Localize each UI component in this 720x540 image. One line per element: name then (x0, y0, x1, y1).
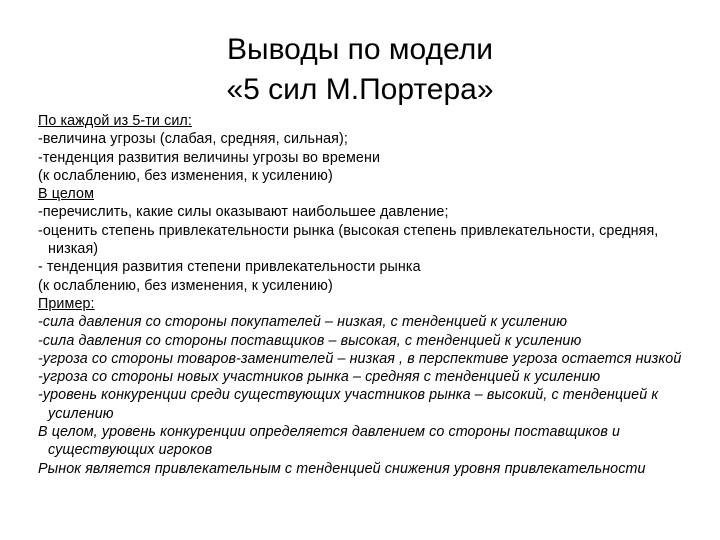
slide-title (200, 30, 520, 110)
example-item: -угроза со стороны новых участников рынка – средняя с тенденцией к усилению (38, 369, 601, 386)
list-item: - тенденция развития степени привлекательности рынка (38, 259, 421, 276)
list-item: -оценить степень привлекательности рынка (высокая степень привлекательности, средняя, низкая) (38, 222, 659, 258)
list-item: (к ослаблению, без изменения, к усилению) (38, 167, 333, 184)
list-item: -перечислить, какие силы оказывают наибольшее давление; (38, 204, 449, 221)
section-heading-overall: В целом (38, 186, 94, 203)
slide-body (38, 112, 698, 478)
example-item: -угроза со стороны товаров-заменителей – низкая , в перспективе угроза остается низкой (38, 350, 682, 367)
example-item: -сила давления со стороны покупателей – низкая, с тенденцией к усилению (38, 314, 568, 331)
list-item: (к ослаблению, без изменения, к усилению) (38, 277, 333, 294)
section-heading-per-force: По каждой из 5-ти сил: (38, 113, 192, 129)
list-item: -тенденция развития величины угрозы во времени (38, 149, 381, 166)
title-line-2: «5 сил М.Портера» (226, 73, 494, 106)
section-heading-example: Пример: (38, 295, 95, 312)
example-conclusion: Рынок является привлекательным с тенденцией снижения уровня привлекательности (38, 460, 646, 477)
example-item: -уровень конкуренции среди существующих участников рынка – высокий, с тенденцией к усилению (38, 387, 659, 422)
example-conclusion: В целом, уровень конкуренции определяется давлением со стороны поставщиков и существующих игроков (38, 424, 621, 459)
example-item: -сила давления со стороны поставщиков – высокая, с тенденцией к усилению (38, 332, 582, 349)
title-line-1: Выводы по модели (227, 33, 493, 66)
list-item: -величина угрозы (слабая, средняя, сильная); (38, 131, 348, 148)
